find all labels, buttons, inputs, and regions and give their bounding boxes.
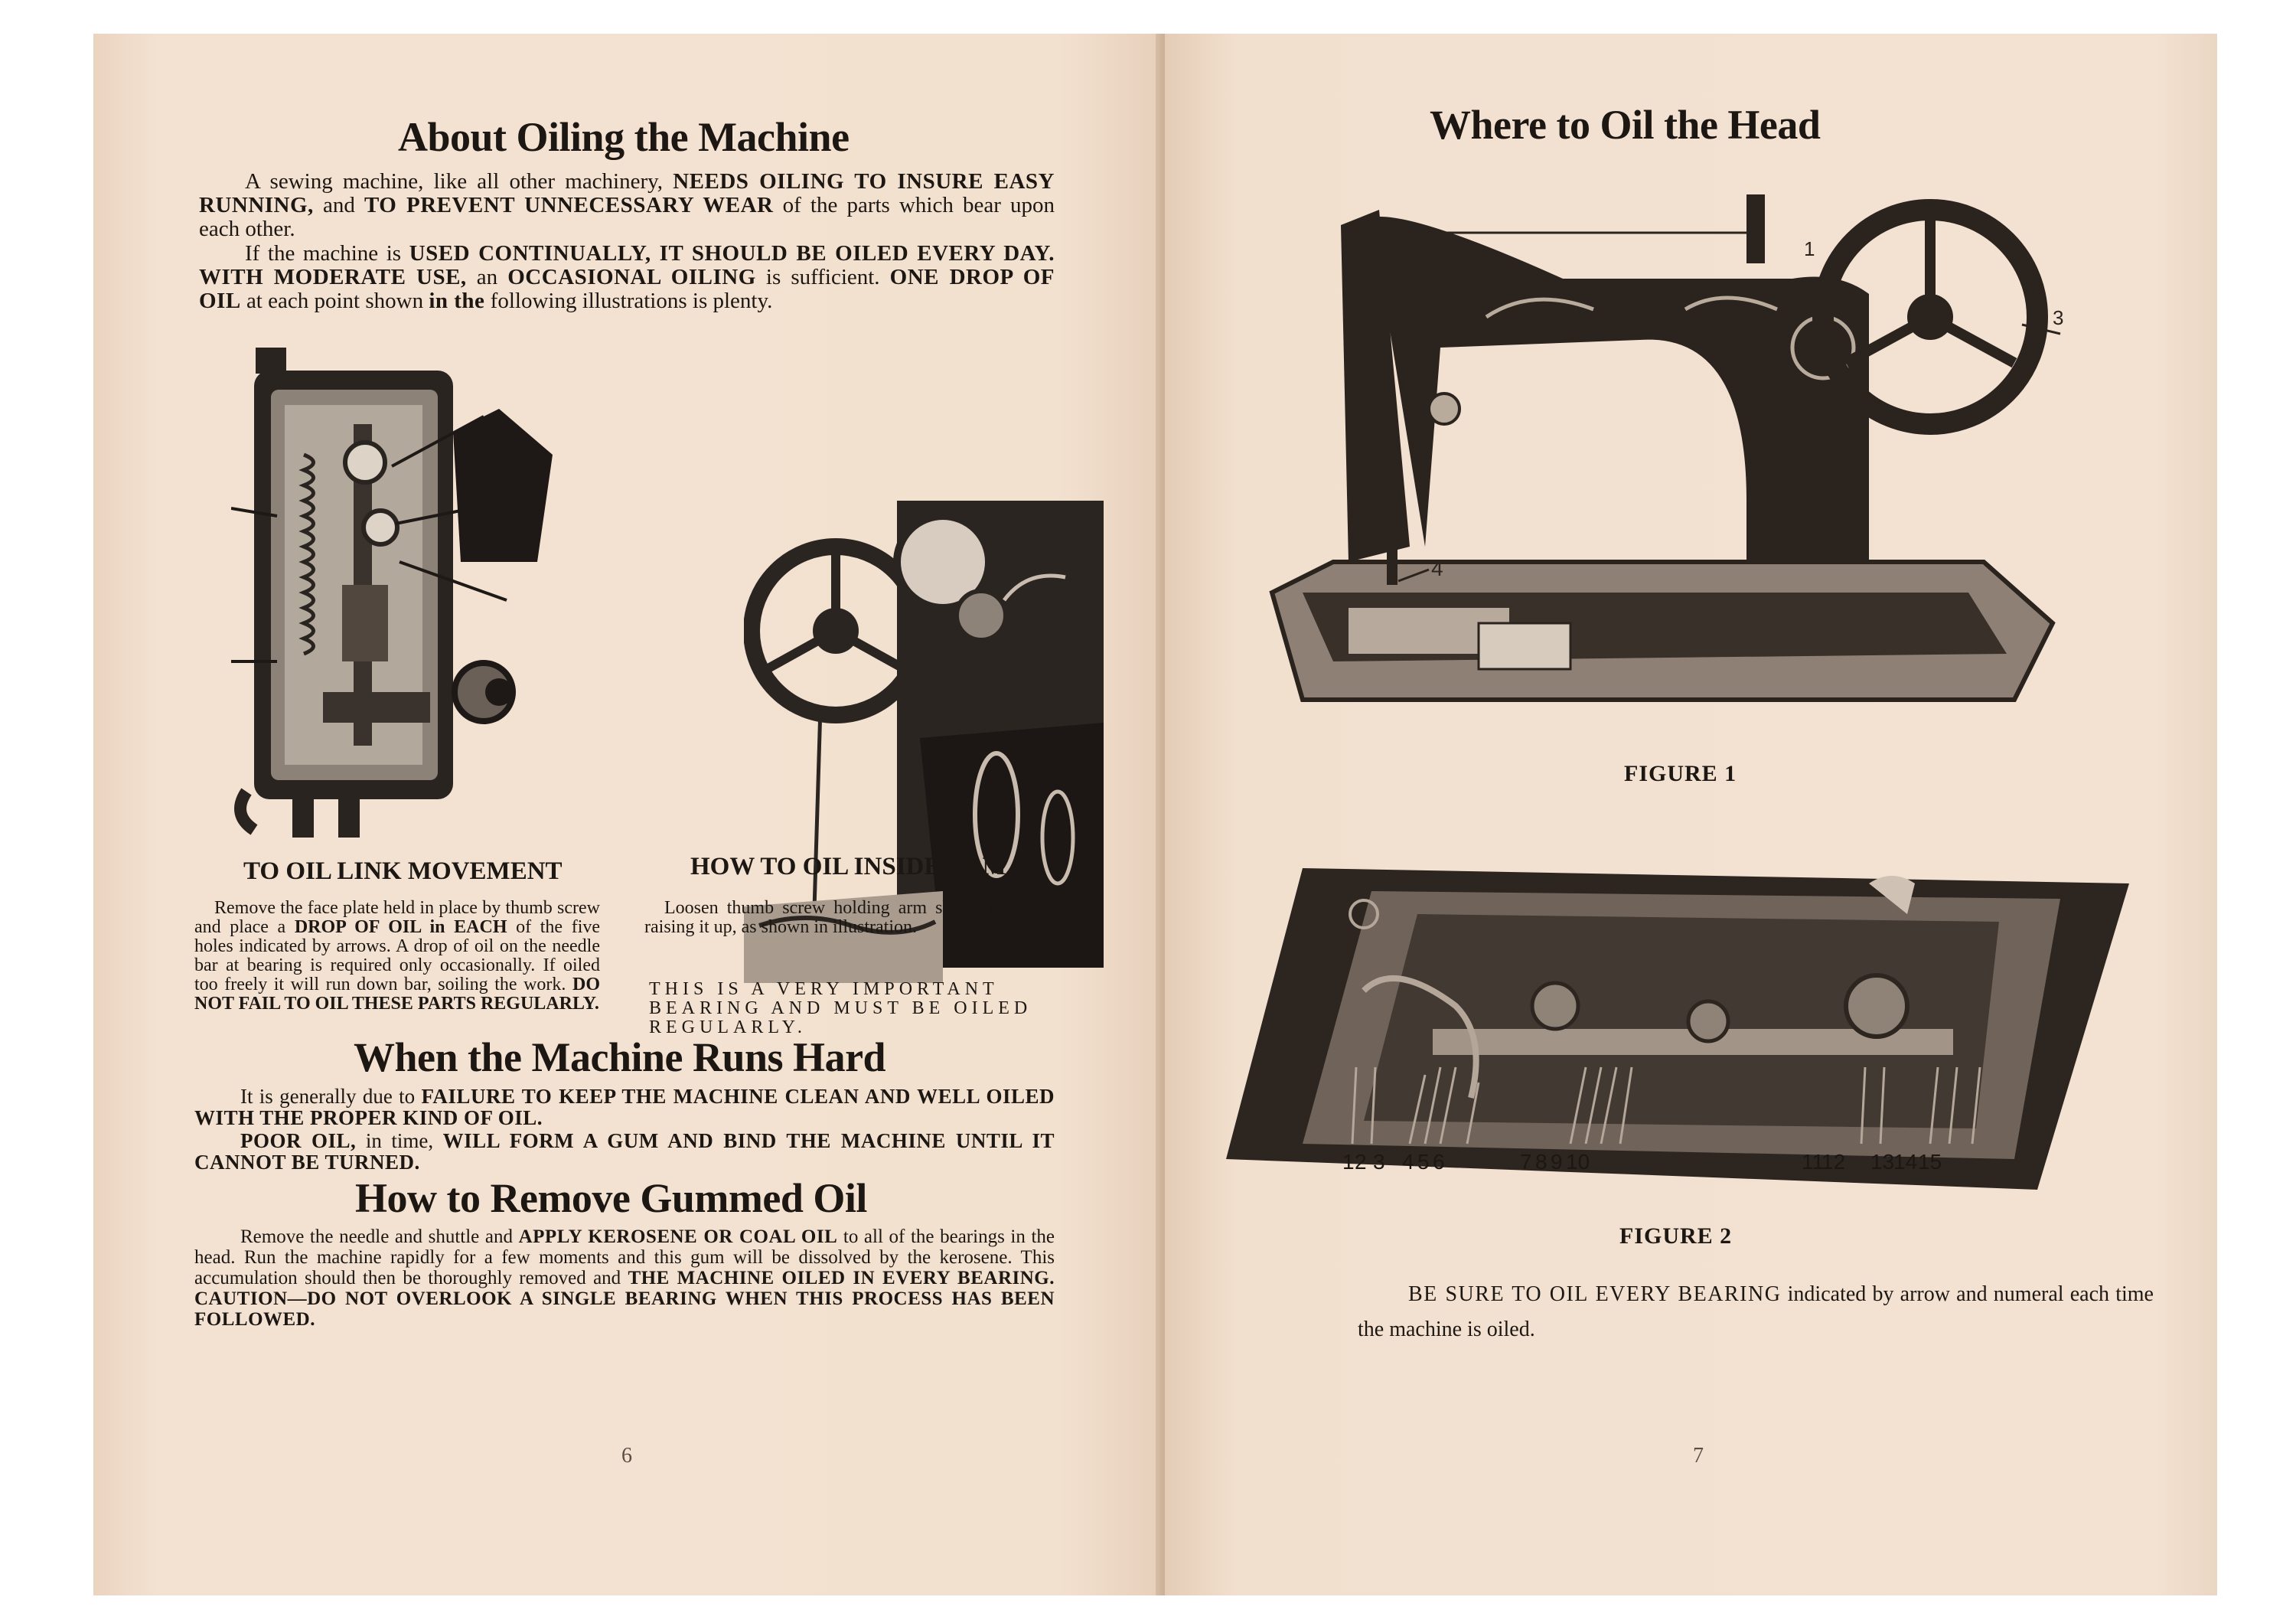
figure-2-numeral-3: 3 xyxy=(1373,1150,1385,1174)
text-run: in the xyxy=(429,289,485,313)
text-run: If the machine is xyxy=(245,241,409,266)
text-run: THE MACHINE OILED IN EVERY BEARING. CAUTION—DO NOT OVERLOOK A SINGLE BEARING WHEN THIS PROCESS HAS BEEN FOLLOWED. xyxy=(194,1268,1055,1330)
text-run: OCCASIONAL OILING xyxy=(507,265,756,289)
text-run: It is generally due to xyxy=(240,1085,422,1108)
text-run: FAILURE TO KEEP THE MACHINE CLEAN AND WELL OILED WITH THE PROPER KIND OF OIL. xyxy=(194,1085,1055,1129)
text-run: at each point shown xyxy=(240,289,429,313)
link-movement-illustration xyxy=(231,332,591,838)
figure-2-numeral-11: 11 xyxy=(1802,1150,1825,1174)
figure-2-numeral-15: 15 xyxy=(1918,1150,1942,1174)
page-number-right: 7 xyxy=(1693,1444,1704,1468)
heading-gummed-oil: How to Remove Gummed Oil xyxy=(355,1175,867,1221)
oil-instruction-rest: indicated by arrow and numeral each time the machine is oiled. xyxy=(1358,1282,2154,1341)
text-run: WILL FORM A GUM AND BIND THE MACHINE UNTIL IT CANNOT BE TURNED. xyxy=(194,1129,1055,1174)
figure-2-numeral-10: 10 xyxy=(1566,1150,1590,1174)
page-number-left: 6 xyxy=(621,1444,632,1468)
oil-instruction-paragraph xyxy=(1358,1277,2154,1347)
figure-2-numeral-1: 1 xyxy=(1342,1150,1355,1174)
page-title-oiling: About Oiling the Machine xyxy=(398,114,850,160)
text-run: Remove the needle and shuttle and xyxy=(240,1226,519,1247)
text-run: USED CONTINUALLY, IT SHOULD BE OILED EVERY DAY. WITH MODERATE USE, xyxy=(199,241,1055,289)
text-run: DO NOT FAIL TO OIL THESE PARTS REGULARLY. xyxy=(194,975,600,1014)
intro-paragraph-2 xyxy=(199,242,1055,313)
inside-arm-caption: HOW TO OIL INSIDE ARM xyxy=(690,853,1006,880)
oil-instruction-lead: BE SURE TO OIL EVERY BEARING xyxy=(1408,1282,1782,1306)
figure-2-illustration xyxy=(1218,838,2137,1197)
figure-2-numeral-8: 8 xyxy=(1535,1150,1548,1174)
text-run: ONE DROP OF OIL xyxy=(199,265,1055,313)
gummed-oil-paragraph xyxy=(194,1226,1055,1330)
text-run: to all of the bearings in the head. Run the machine rapidly for a few moments and this gum will be dissolved by the kerosene. This accumulation should then be thoroughly removed and xyxy=(194,1226,1055,1288)
text-run: DROP OF OIL in EACH xyxy=(294,917,507,937)
text-run: A sewing machine, like all other machinery, xyxy=(245,169,673,194)
booklet-spread xyxy=(93,34,2217,1595)
text-run: APPLY KEROSENE OR COAL OIL xyxy=(518,1226,838,1247)
text-run: and xyxy=(313,193,364,217)
link-movement-text xyxy=(194,899,600,1014)
figure-2-numeral-13: 13 xyxy=(1870,1150,1895,1174)
figure-1-mark-4: 4 xyxy=(1431,557,1443,580)
text-run: following illustrations is plenty. xyxy=(484,289,773,313)
runs-hard-paragraph-2 xyxy=(194,1130,1055,1173)
inside-arm-text: Loosen thumb screw holding arm shield in place, raising it up, as shown in illustration. xyxy=(644,898,1054,937)
link-movement-caption: TO OIL LINK MOVEMENT xyxy=(243,857,563,885)
inside-arm-notice: THIS IS A VERY IMPORTANT BEARING AND MUST BE OILED REGULARLY. xyxy=(649,979,1032,1037)
figure-2-numeral-9: 9 xyxy=(1551,1150,1563,1174)
figure-2-numerals xyxy=(1342,1150,2031,1181)
figure-1-illustration xyxy=(1257,164,2068,715)
text-run: is sufficient. xyxy=(755,265,890,289)
text-run: Remove the face plate held in place by thumb screw and place a xyxy=(194,898,600,937)
figure-2-numeral-7: 7 xyxy=(1520,1150,1532,1174)
text-run: of the five holes indicated by arrows. A drop of oil on the needle bar at bearing is required only occasionally. If oiled too freely it will run down bar, soiling the work. xyxy=(194,917,601,994)
figure-1-caption: FIGURE 1 xyxy=(1624,761,1737,786)
text-run: of the parts which bear upon each other. xyxy=(199,193,1055,241)
figure-1-mark-3: 3 xyxy=(2053,306,2064,329)
figure-2-numeral-5: 5 xyxy=(1417,1150,1430,1174)
figure-2-numeral-4: 4 xyxy=(1402,1150,1414,1174)
text-run: TO PREVENT UNNECESSARY WEAR xyxy=(364,193,774,217)
figure-1-mark-2: 2 xyxy=(1451,234,1464,260)
figure-2-caption: FIGURE 2 xyxy=(1619,1223,1733,1249)
page-title-head: Where to Oil the Head xyxy=(1430,102,1821,148)
text-run: in time, xyxy=(356,1129,443,1152)
text-run: an xyxy=(466,265,508,289)
right-page xyxy=(1165,34,2217,1595)
text-run: POOR OIL, xyxy=(240,1129,357,1152)
runs-hard-paragraph xyxy=(194,1086,1055,1128)
text-run: NEEDS OILING TO INSURE EASY RUNNING, xyxy=(199,169,1055,217)
figure-1-mark-1: 1 xyxy=(1804,237,1815,260)
figure-2-numeral-6: 6 xyxy=(1433,1150,1445,1174)
figure-2-numeral-12: 12 xyxy=(1821,1150,1846,1174)
intro-paragraph xyxy=(199,170,1055,241)
heading-runs-hard: When the Machine Runs Hard xyxy=(354,1034,886,1080)
figure-2-numeral-14: 14 xyxy=(1893,1150,1918,1174)
figure-2-numeral-2: 2 xyxy=(1355,1150,1367,1174)
left-page xyxy=(93,34,1165,1595)
